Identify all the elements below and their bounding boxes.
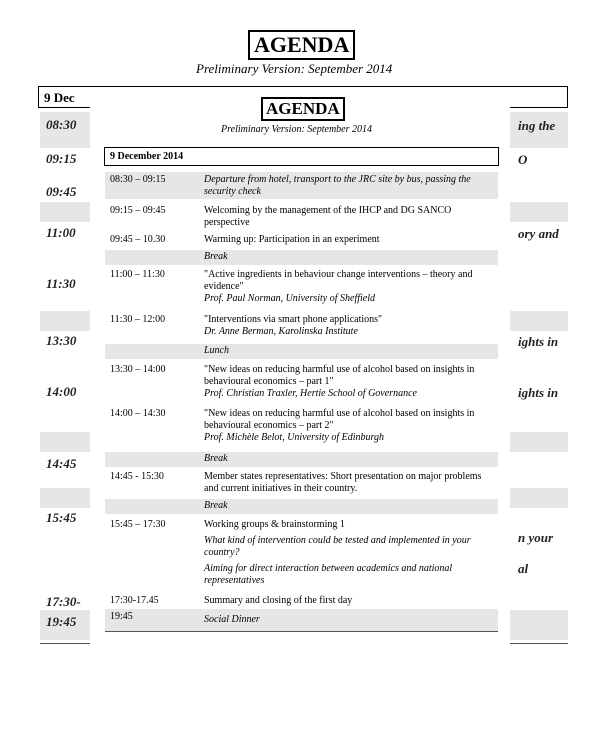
bg-time: 09:45 xyxy=(46,184,77,199)
agenda-description: "New ideas on reducing harmful use of alcohol based on insights in behavioural economics – part 2" xyxy=(204,408,475,431)
bg-time: 08:30 xyxy=(46,117,77,132)
agenda-speaker: Prof. Christian Traxler, Hertie School of Governance xyxy=(204,388,417,399)
agenda-time: 09:15 – 09:45 xyxy=(110,205,166,216)
agenda-time: 09:45 – 10.30 xyxy=(110,234,166,245)
agenda-row xyxy=(105,172,498,199)
agenda-description: Welcoming by the management of the IHCP and DG SANCO perspective xyxy=(204,205,452,228)
agenda-subitem: What kind of intervention could be tested and implemented in your country? xyxy=(204,535,471,558)
bg-agenda-title: AGENDA xyxy=(248,30,355,60)
agenda-description: "Interventions via smart phone applications" xyxy=(204,314,383,325)
agenda-row xyxy=(105,267,498,309)
bg-time: 11:00 xyxy=(46,225,76,240)
agenda-row xyxy=(105,362,498,404)
bg-text-fragment: al xyxy=(518,561,529,576)
agenda-row xyxy=(105,406,498,450)
agenda-description: Summary and closing of the first day xyxy=(204,595,353,606)
agenda-time: 08:30 – 09:15 xyxy=(110,174,166,185)
bg-time: 19:45 xyxy=(46,614,77,629)
bg-text-fragment: ing the xyxy=(518,118,556,133)
agenda-description: Warming up: Participation in an experiment xyxy=(204,234,380,245)
bg-text-fragment: ights in xyxy=(518,334,559,349)
bg-time: 14:45 xyxy=(46,456,77,471)
bg-time: 13:30 xyxy=(46,333,77,348)
bg-time: 11:30 xyxy=(46,276,76,291)
agenda-speaker: Prof. Michèle Belot, University of Edinburgh xyxy=(204,432,385,443)
agenda-time: 19:45 xyxy=(110,611,133,622)
agenda-row xyxy=(105,312,498,342)
bg-text-fragment: ights in xyxy=(518,385,559,400)
agenda-description: Social Dinner xyxy=(204,614,260,625)
agenda-description: Working groups & brainstorming 1 xyxy=(204,519,345,530)
bg-time: 14:00 xyxy=(46,384,77,399)
bg-time: 09:15 xyxy=(46,151,77,166)
agenda-description: "Active ingredients in behaviour change interventions – theory and evidence" xyxy=(204,269,473,292)
bg-text-fragment: n your xyxy=(518,530,554,545)
agenda-speaker: Dr. Anne Berman, Karolinska Institute xyxy=(204,326,358,337)
agenda-break-label: Lunch xyxy=(204,345,229,356)
bg-text-fragment: ory and xyxy=(518,226,559,241)
agenda-description: "New ideas on reducing harmful use of alcohol based on insights in behavioural economics – part 1" xyxy=(204,364,475,387)
agenda-title: AGENDA xyxy=(261,97,345,121)
agenda-subtitle: Preliminary Version: September 2014 xyxy=(221,124,372,135)
date-header: 9 December 2014 xyxy=(110,151,184,162)
agenda-break-row xyxy=(105,452,498,467)
agenda-row xyxy=(105,609,498,631)
agenda-description: Departure from hotel, transport to the JRC site by bus, passing the security check xyxy=(204,174,471,197)
agenda-break-row xyxy=(105,499,498,514)
agenda-time: 13:30 – 14:00 xyxy=(110,364,166,375)
agenda-break-label: Break xyxy=(204,251,228,262)
agenda-row xyxy=(105,232,498,248)
agenda-time: 14:00 – 14:30 xyxy=(110,408,166,419)
agenda-description: Member states representatives: Short presentation on major problems and current initiatives in their country. xyxy=(204,471,482,494)
bg-time: 17:30- xyxy=(46,594,81,609)
agenda-break-row xyxy=(105,250,498,265)
agenda-break-label: Break xyxy=(204,500,228,511)
agenda-break-row xyxy=(105,344,498,359)
agenda-row xyxy=(105,469,498,498)
agenda-subitem: Aiming for direct interaction between academics and national representatives xyxy=(204,563,453,586)
agenda-speaker: Prof. Paul Norman, University of Sheffield xyxy=(204,293,376,304)
agenda-time: 15:45 – 17:30 xyxy=(110,519,166,530)
agenda-time: 17:30-17.45 xyxy=(110,595,159,606)
agenda-row xyxy=(105,593,498,608)
bg-agenda-subtitle: Preliminary Version: September 2014 xyxy=(196,61,393,76)
agenda-bottom-rule xyxy=(105,631,498,632)
agenda-break-label: Break xyxy=(204,453,228,464)
bg-time: 15:45 xyxy=(46,510,77,525)
agenda-row xyxy=(105,517,498,592)
agenda-time: 11:30 – 12:00 xyxy=(110,314,166,325)
bg-text-fragment: O xyxy=(518,152,528,167)
agenda-time: 14:45 - 15:30 xyxy=(110,471,164,482)
bg-date-label: 9 Dec xyxy=(44,90,75,105)
agenda-time: 11:00 – 11:30 xyxy=(110,269,165,280)
agenda-row xyxy=(105,203,498,229)
